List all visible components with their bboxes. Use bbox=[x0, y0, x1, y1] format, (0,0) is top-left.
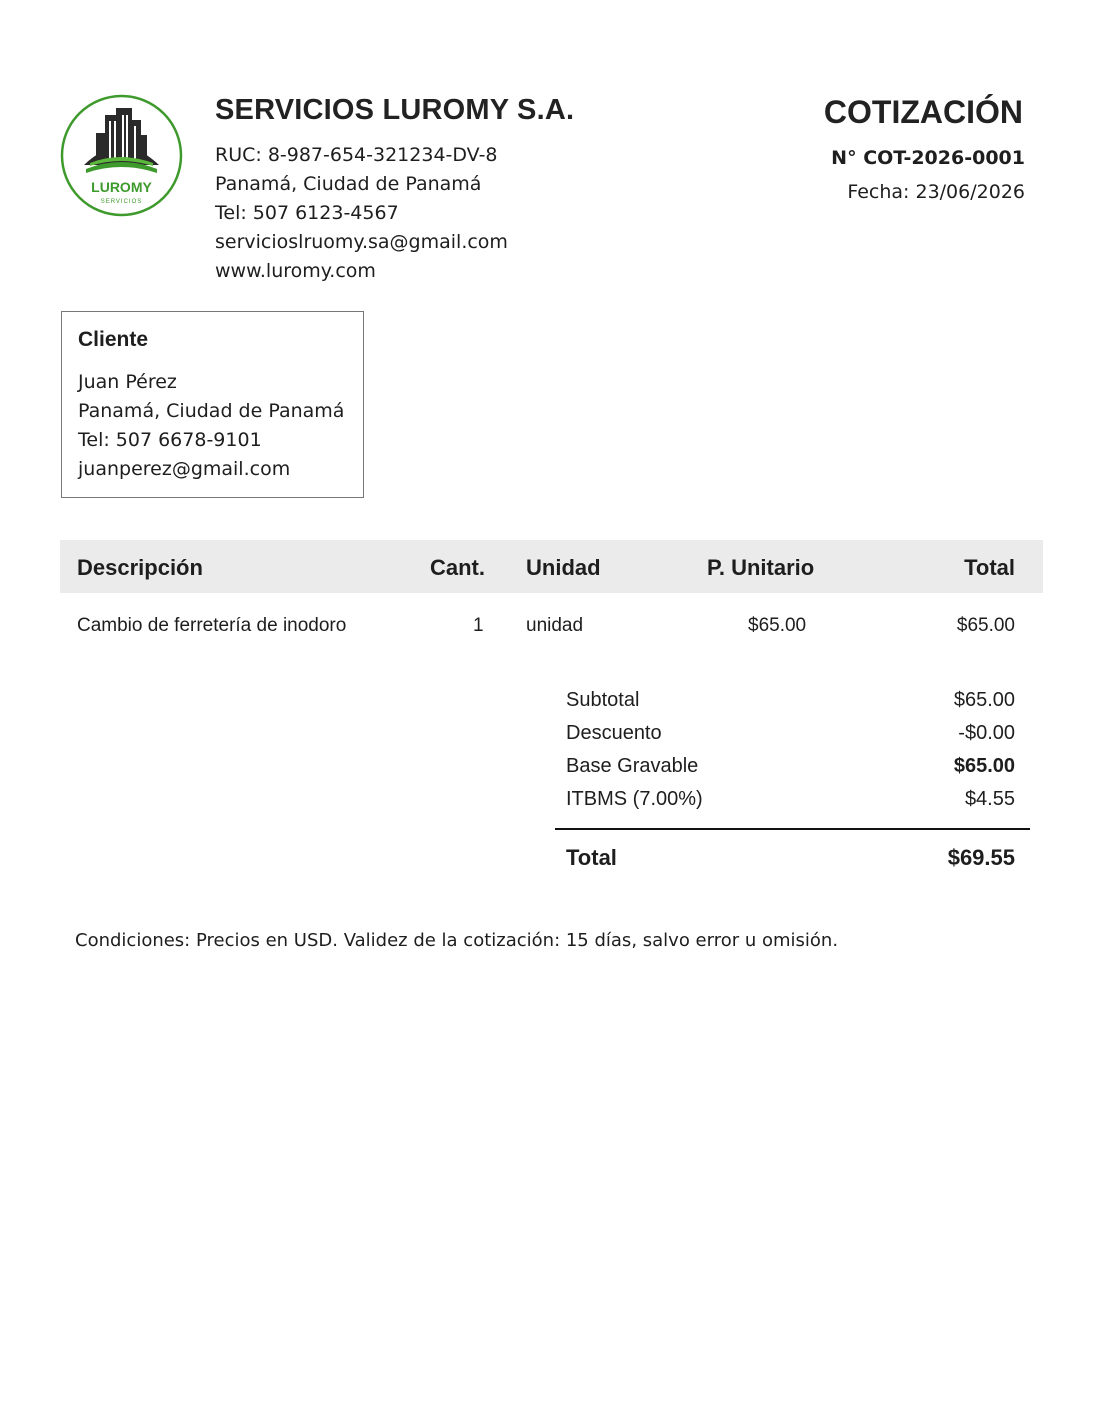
subtotal-label: Subtotal bbox=[566, 689, 640, 711]
company-website: www.luromy.com bbox=[215, 260, 376, 282]
client-details bbox=[78, 368, 344, 484]
taxable-base-label: Base Gravable bbox=[566, 755, 699, 777]
row-description: Cambio de ferretería de inodoro bbox=[77, 615, 347, 636]
logo-text: LUROMY bbox=[91, 179, 152, 195]
row-quantity: 1 bbox=[473, 615, 484, 636]
grand-total-value: $69.55 bbox=[947, 845, 1015, 870]
header-unit-price: P. Unitario bbox=[707, 555, 815, 580]
taxable-base-value: $65.00 bbox=[953, 755, 1015, 777]
client-heading: Cliente bbox=[78, 328, 149, 351]
conditions-note: Condiciones: Precios en USD. Validez de la cotización: 15 días, salvo error u omisión. bbox=[75, 930, 839, 951]
document-number: N° COT-2026-0001 bbox=[831, 147, 1025, 169]
header-quantity: Cant. bbox=[430, 555, 485, 580]
company-location: Panamá, Ciudad de Panamá bbox=[215, 173, 482, 195]
document-date: Fecha: 23/06/2026 bbox=[847, 181, 1025, 203]
company-details bbox=[215, 141, 508, 286]
client-location: Panamá, Ciudad de Panamá bbox=[78, 400, 345, 422]
header-total: Total bbox=[964, 555, 1015, 580]
logo-subtext: SERVICIOS bbox=[100, 199, 143, 205]
header-unit: Unidad bbox=[526, 555, 601, 580]
row-total: $65.00 bbox=[956, 615, 1015, 636]
company-logo bbox=[60, 93, 183, 218]
company-name: SERVICIOS LUROMY S.A. bbox=[215, 94, 575, 126]
totals-divider bbox=[555, 828, 1030, 830]
company-ruc: RUC: 8-987-654-321234-DV-8 bbox=[215, 144, 498, 166]
grand-total-label: Total bbox=[566, 845, 617, 870]
row-unit: unidad bbox=[526, 615, 584, 636]
company-phone: Tel: 507 6123-4567 bbox=[215, 202, 399, 224]
client-phone: Tel: 507 6678-9101 bbox=[78, 429, 262, 451]
company-email: servicioslruomy.sa@gmail.com bbox=[215, 231, 508, 253]
row-unit-price: $65.00 bbox=[748, 615, 807, 636]
subtotal-value: $65.00 bbox=[953, 689, 1015, 711]
tax-value: $4.55 bbox=[964, 788, 1015, 810]
discount-value: -$0.00 bbox=[958, 722, 1015, 744]
header-description: Descripción bbox=[77, 555, 203, 580]
tax-label: ITBMS (7.00%) bbox=[566, 788, 703, 810]
client-name: Juan Pérez bbox=[78, 371, 177, 393]
discount-label: Descuento bbox=[566, 722, 662, 744]
document-title: COTIZACIÓN bbox=[823, 94, 1023, 130]
client-email: juanperez@gmail.com bbox=[78, 458, 291, 480]
client-box bbox=[61, 311, 364, 498]
